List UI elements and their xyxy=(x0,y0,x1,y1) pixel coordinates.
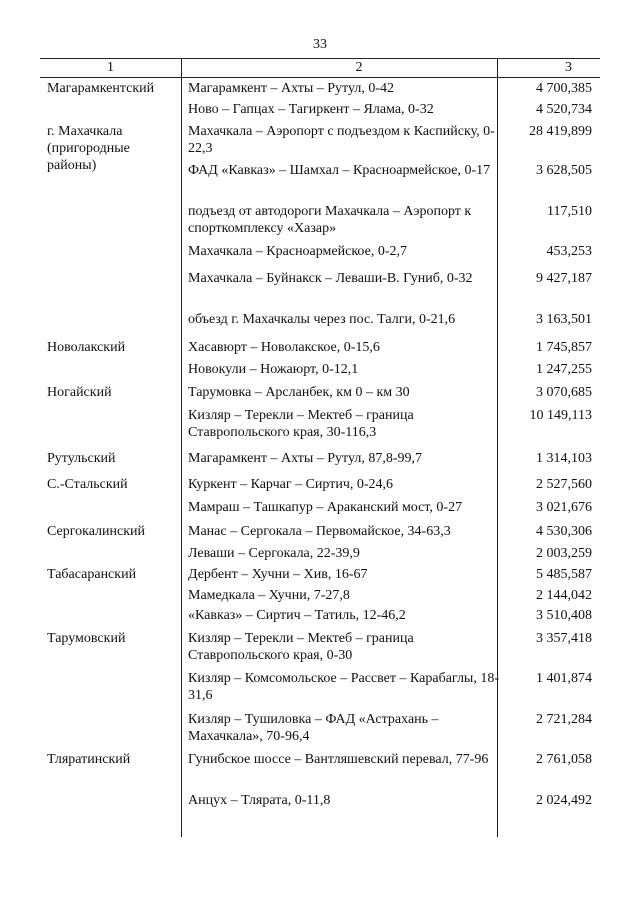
district-cell: г. Махачкала (пригородные районы) xyxy=(47,124,130,173)
road-cell: Магарамкент – Ахты – Рутул, 0-42 xyxy=(188,81,395,96)
column-divider-1 xyxy=(181,58,182,837)
road-cell: Махачкала – Аэропорт с подъездом к Каспийску, 0-22,3 xyxy=(188,124,495,156)
district-cell: Ногайский xyxy=(47,385,112,400)
value-cell: 1 745,857 xyxy=(536,340,592,355)
value-cell: 1 247,255 xyxy=(536,362,592,377)
road-cell: Манас – Сергокала – Первомайское, 34-63,3 xyxy=(188,524,451,539)
header-col-2: 2 xyxy=(355,60,363,75)
value-cell: 28 419,899 xyxy=(529,124,592,139)
value-cell: 2 024,492 xyxy=(536,793,592,808)
road-cell: Анцух – Тлярата, 0-11,8 xyxy=(188,793,331,808)
value-cell: 453,253 xyxy=(546,244,592,259)
value-cell: 2 761,058 xyxy=(536,752,592,767)
district-cell: Сергокалинский xyxy=(47,524,146,539)
road-cell: подъезд от автодороги Махачкала – Аэропорт к спорткомплексу «Хазар» xyxy=(188,204,472,236)
road-cell: Куркент – Карчаг – Сиртич, 0-24,6 xyxy=(188,477,394,492)
value-cell: 10 149,113 xyxy=(529,408,592,423)
value-cell: 1 314,103 xyxy=(536,451,592,466)
road-cell: Гунибское шоссе – Вантляшевский перевал, 77-96 xyxy=(188,752,489,767)
value-cell: 5 485,587 xyxy=(536,567,592,582)
value-cell: 3 628,505 xyxy=(536,163,592,178)
value-cell: 3 510,408 xyxy=(536,608,592,623)
district-cell: Тляратинский xyxy=(47,752,131,767)
value-cell: 3 357,418 xyxy=(536,631,592,646)
value-cell: 3 070,685 xyxy=(536,385,592,400)
road-cell: Кизляр – Терекли – Мектеб – граница Ставропольского края, 0-30 xyxy=(188,631,414,663)
value-cell: 117,510 xyxy=(547,204,592,219)
page-number: 33 xyxy=(313,37,327,52)
road-cell: Магарамкент – Ахты – Рутул, 87,8-99,7 xyxy=(188,451,423,466)
value-cell: 2 527,560 xyxy=(536,477,592,492)
district-cell: Новолакский xyxy=(47,340,126,355)
road-cell: Махачкала – Буйнакск – Леваши-В. Гуниб, 0-32 xyxy=(188,271,473,286)
value-cell: 2 721,284 xyxy=(536,712,592,727)
value-cell: 9 427,187 xyxy=(536,271,592,286)
road-cell: Новокули – Ножаюрт, 0-12,1 xyxy=(188,362,359,377)
value-cell: 2 144,042 xyxy=(536,588,592,603)
road-cell: ФАД «Кавказ» – Шамхал – Красноармейское, 0-17 xyxy=(188,163,491,178)
road-cell: Кизляр – Терекли – Мектеб – граница Ставропольского края, 30-116,3 xyxy=(188,408,414,440)
district-cell: С.-Стальский xyxy=(47,477,128,492)
value-cell: 3 163,501 xyxy=(536,312,592,327)
road-cell: «Кавказ» – Сиртич – Татиль, 12-46,2 xyxy=(188,608,406,623)
value-cell: 3 021,676 xyxy=(536,500,592,515)
road-cell: Кизляр – Тушиловка – ФАД «Астрахань – Махачкала», 70-96,4 xyxy=(188,712,439,744)
road-cell: Тарумовка – Арсланбек, км 0 – км 30 xyxy=(188,385,410,400)
district-cell: Тарумовский xyxy=(47,631,126,646)
road-cell: Мамедкала – Хучни, 7-27,8 xyxy=(188,588,350,603)
road-cell: Хасавюрт – Новолакское, 0-15,6 xyxy=(188,340,380,355)
value-cell: 4 520,734 xyxy=(536,102,592,117)
header-col-1: 1 xyxy=(107,60,114,75)
value-cell: 2 003,259 xyxy=(536,546,592,561)
road-cell: Кизляр – Комсомольское – Рассвет – Карабаглы, 18-31,6 xyxy=(188,671,499,703)
road-cell: Дербент – Хучни – Хив, 16-67 xyxy=(188,567,368,582)
district-cell: Рутульский xyxy=(47,451,116,466)
value-cell: 4 700,385 xyxy=(536,81,592,96)
value-cell: 4 530,306 xyxy=(536,524,592,539)
value-cell: 1 401,874 xyxy=(536,671,592,686)
district-cell: Табасаранский xyxy=(47,567,137,582)
road-cell: объезд г. Махачкалы через пос. Талги, 0-21,6 xyxy=(188,312,456,327)
road-cell: Мамраш – Ташкапур – Араканский мост, 0-27 xyxy=(188,500,463,515)
table-header xyxy=(40,58,600,78)
road-cell: Леваши – Сергокала, 22-39,9 xyxy=(188,546,360,561)
district-cell: Магарамкентский xyxy=(47,81,155,96)
road-cell: Махачкала – Красноармейское, 0-2,7 xyxy=(188,244,407,259)
road-cell: Ново – Гапцах – Тагиркент – Ялама, 0-32 xyxy=(188,102,434,117)
header-col-3: 3 xyxy=(565,60,572,75)
